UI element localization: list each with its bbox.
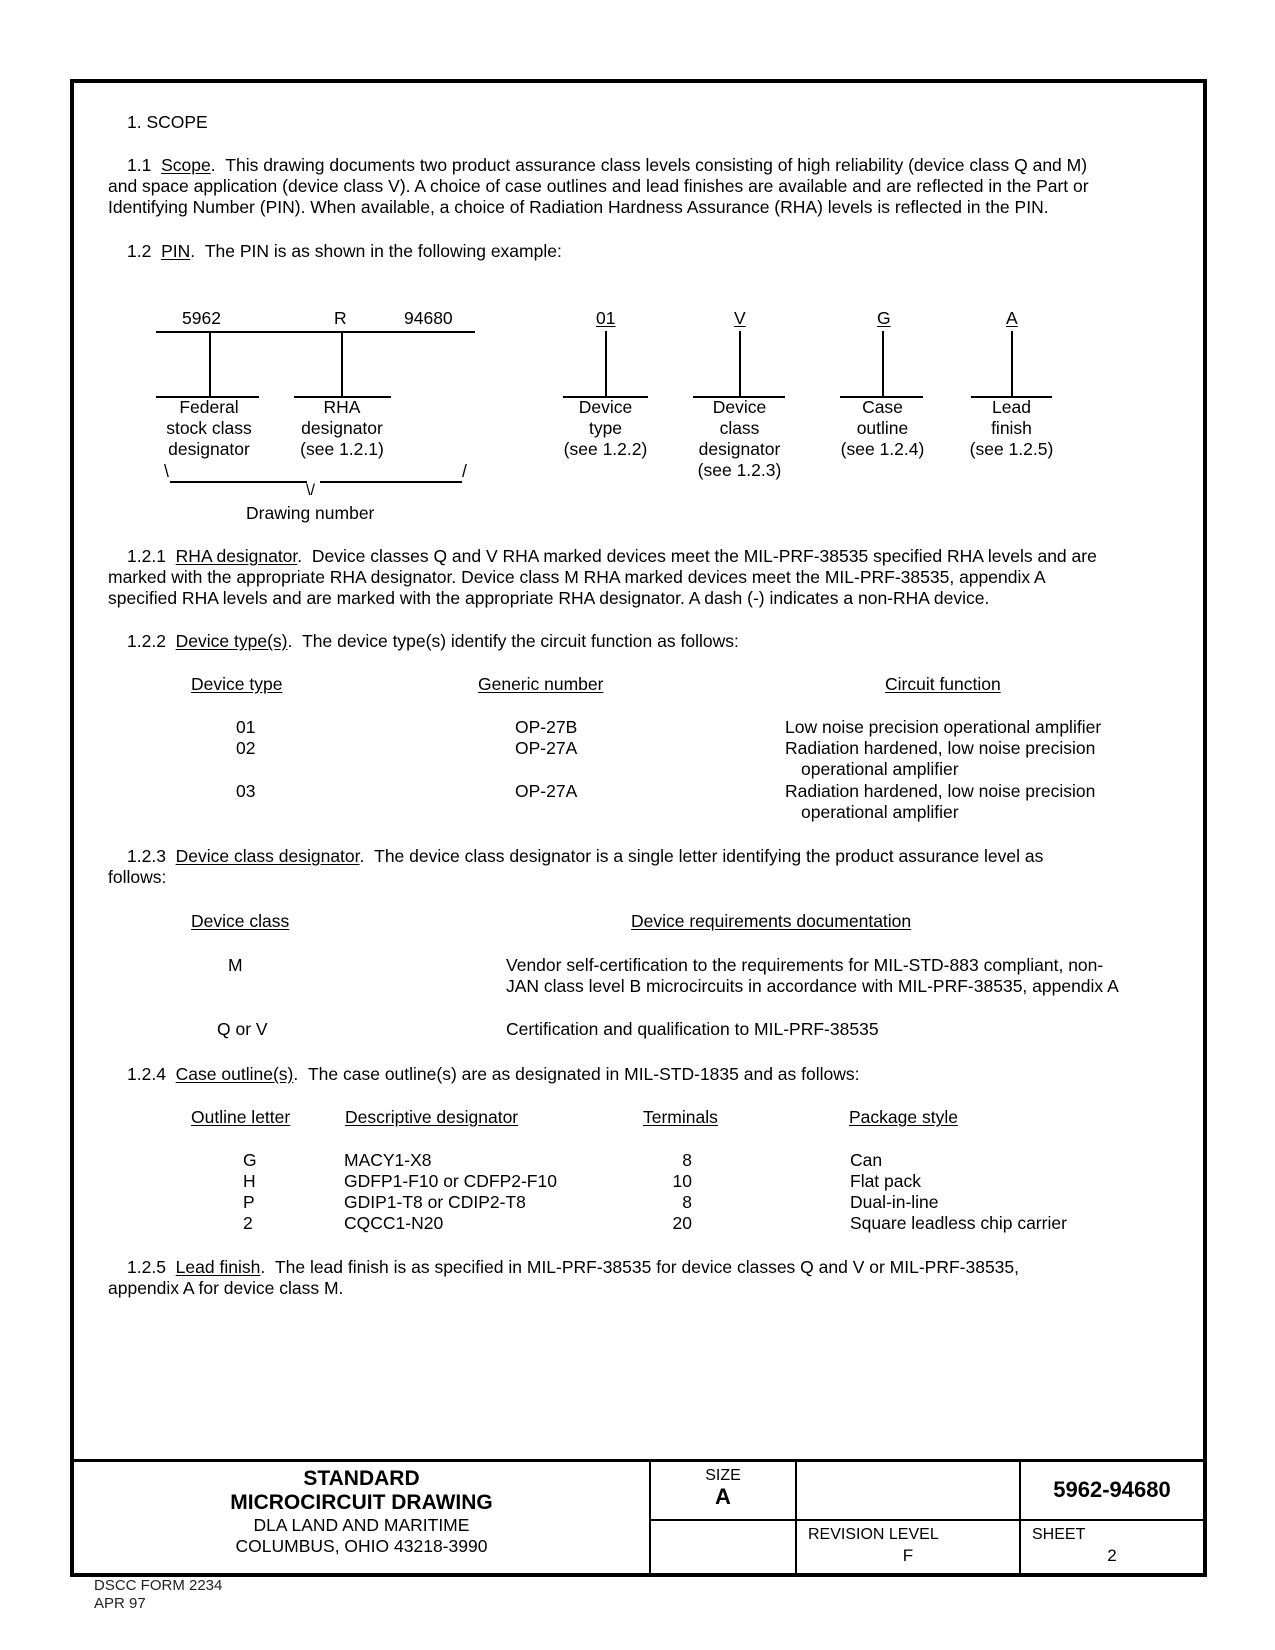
pin-label-case-outline: Case outline (see 1.2.4)	[840, 397, 925, 459]
pin-value-drawing: 94680	[404, 308, 453, 328]
pin-value-device-class: V	[734, 308, 746, 328]
table-cell: Vendor self-certification to the requirements for MIL-STD-883 compliant, non-	[506, 955, 1104, 975]
table-cell: JAN class level B microcircuits in accordance with MIL-PRF-38535, appendix A	[506, 976, 1119, 996]
para-title: Device type(s)	[175, 631, 288, 651]
pin-connector	[882, 331, 884, 396]
title-line-2: MICROCIRCUIT DRAWING	[230, 1491, 493, 1514]
sheet-value: 2	[1107, 1546, 1117, 1565]
table-cell: Square leadless chip carrier	[850, 1213, 1067, 1233]
table-cell: 01	[236, 717, 256, 737]
table-cell: 10	[672, 1171, 692, 1191]
paragraph-1-2-3: 1.2.3 Device class designator. The device class designator is a single letter identifying the product assurance level as follows:	[108, 846, 1208, 888]
table-cell: OP-27B	[515, 717, 578, 737]
table-cell: MACY1-X8	[344, 1150, 432, 1170]
size-label: SIZE	[705, 1467, 741, 1484]
column-header: Package style	[849, 1107, 958, 1127]
table-cell: 8	[682, 1150, 692, 1170]
drawing-frame	[70, 79, 1207, 1577]
table-cell: Certification and qualification to MIL-PRF-38535	[506, 1019, 879, 1039]
para-title: RHA designator	[175, 546, 298, 566]
drawing-number-label: Drawing number	[246, 503, 375, 523]
pin-value-device-type: 01	[596, 308, 616, 328]
pin-top-line	[156, 331, 475, 333]
pin-label-device-type: Device type (see 1.2.2)	[563, 397, 648, 459]
table-cell: 8	[682, 1192, 692, 1212]
table-cell: OP-27A	[515, 738, 578, 758]
para-text: The case outline(s) are as designated in MIL-STD-1835 and as follows:	[307, 1064, 860, 1084]
para-text: The PIN is as shown in the following example:	[204, 241, 562, 261]
bracket-point: \/	[306, 482, 315, 499]
pin-connector	[605, 331, 607, 396]
para-title: Lead finish	[175, 1257, 261, 1277]
table-cell: 20	[672, 1213, 692, 1233]
paragraph-1-2-4: 1.2.4 Case outline(s). The case outline(s) are as designated in MIL-STD-1835 and as follows:	[108, 1064, 1208, 1085]
paragraph-1-2-1: 1.2.1 RHA designator. Device classes Q and V RHA marked devices meet the MIL-PRF-38535 specified RHA levels and are marked with the appropriate RHA designator. Device class M RHA marked devices meet the MIL-PRF-38535, appendix A specified RHA levels and are marked with the appropriate RHA designator. A dash (-) indicates a non-RHA device.	[108, 546, 1208, 609]
para-title: Case outline(s)	[175, 1064, 294, 1084]
column-header: Circuit function	[885, 674, 1001, 694]
column-header: Outline letter	[191, 1107, 291, 1127]
column-header: Descriptive designator	[345, 1107, 519, 1127]
pin-value-lead-finish: A	[1006, 308, 1018, 328]
paragraph-1-2-2: 1.2.2 Device type(s). The device type(s) identify the circuit function as follows:	[108, 631, 1208, 652]
size-value: A	[715, 1484, 731, 1509]
org-line-2: COLUMBUS, OHIO 43218-3990	[235, 1536, 488, 1556]
table-cell: Dual-in-line	[850, 1192, 939, 1212]
pin-value-fsc: 5962	[182, 308, 221, 328]
table-cell: M	[228, 955, 243, 975]
para-line: This drawing documents two product assurance class levels consisting of high reliability (device class Q and M)	[225, 155, 1088, 175]
table-cell: operational amplifier	[801, 802, 959, 822]
para-number: 1.2.1	[127, 546, 166, 566]
size-cell	[651, 1466, 795, 1509]
table-cell: Q or V	[217, 1019, 268, 1039]
para-number: 1.2.4	[127, 1064, 166, 1084]
table-cell: G	[243, 1150, 257, 1170]
column-header: Device class	[191, 911, 290, 931]
para-line: and space application (device class V). A choice of case outlines and lead finishes are available and are reflected in the Part or	[108, 176, 1089, 196]
pin-value-case-outline: G	[877, 308, 891, 328]
bracket-left: \	[164, 461, 169, 481]
drawing-number: 5962-94680	[1053, 1477, 1171, 1502]
table-cell: Radiation hardened, low noise precision	[785, 781, 1096, 801]
table-cell: Low noise precision operational amplifier	[785, 717, 1102, 737]
title-block-top-border	[72, 1459, 1203, 1462]
table-cell: 03	[236, 781, 256, 801]
para-line: The device class designator is a single letter identifying the product assurance level as	[374, 846, 1044, 866]
revision-value: F	[902, 1546, 914, 1565]
para-title: Device class designator	[175, 846, 360, 866]
para-number: 1.2.2	[127, 631, 166, 651]
pin-connector	[341, 331, 343, 396]
table-cell: CQCC1-N20	[344, 1213, 444, 1233]
table-cell: GDFP1-F10 or CDFP2-F10	[344, 1171, 557, 1191]
pin-connector	[1011, 331, 1013, 396]
table-cell: Flat pack	[850, 1171, 921, 1191]
title-line-1: STANDARD	[303, 1467, 420, 1490]
para-number: 1.2	[127, 241, 152, 261]
para-line: specified RHA levels and are marked with the appropriate RHA designator. A dash (-) indicates a non-RHA device.	[108, 588, 990, 608]
para-number: 1.1	[127, 155, 152, 175]
section-heading: 1. SCOPE	[127, 112, 208, 132]
table-cell: 2	[243, 1213, 253, 1233]
para-title: PIN	[161, 241, 191, 261]
table-cell: operational amplifier	[801, 759, 959, 779]
para-line: Identifying Number (PIN). When available, a choice of Radiation Hardness Assurance (RHA) levels is reflected in the PIN.	[108, 197, 1049, 217]
para-number: 1.2.5	[127, 1257, 166, 1277]
title-block-mid-divider	[649, 1519, 1203, 1521]
pin-label-rha: RHA designator (see 1.2.1)	[300, 397, 384, 459]
para-line: appendix A for device class M.	[108, 1278, 344, 1298]
para-text: The device type(s) identify the circuit function as follows:	[302, 631, 739, 651]
paragraph-1-2-5: 1.2.5 Lead finish. The lead finish is as specified in MIL-PRF-38535 for device classes Q and V or MIL-PRF-38535, appendix A for device class M.	[108, 1257, 1208, 1299]
paragraph-1-2: 1.2 PIN. The PIN is as shown in the following example:	[108, 241, 1208, 262]
table-cell: H	[243, 1171, 256, 1191]
bracket-right: /	[462, 461, 467, 481]
pin-label-fsc: Federal stock class designator	[166, 397, 252, 459]
para-line: Device classes Q and V RHA marked devices meet the MIL-PRF-38535 specified RHA levels and are	[311, 546, 1097, 566]
para-number: 1.2.3	[127, 846, 166, 866]
table-cell: P	[243, 1192, 255, 1212]
table-cell: OP-27A	[515, 781, 578, 801]
column-header: Device type	[191, 674, 283, 694]
title-block-heading	[74, 1467, 649, 1557]
bracket-line	[170, 481, 307, 483]
bracket-line	[320, 481, 462, 483]
sheet-label: SHEET	[1032, 1526, 1086, 1543]
form-number: DSCC FORM 2234	[94, 1577, 223, 1594]
form-date: APR 97	[94, 1595, 146, 1612]
para-line: follows:	[108, 867, 167, 887]
table-cell: GDIP1-T8 or CDIP2-T8	[344, 1192, 526, 1212]
para-title: Scope	[161, 155, 211, 175]
pin-label-lead-finish: Lead finish (see 1.2.5)	[969, 397, 1054, 459]
pin-connector	[209, 331, 211, 396]
pin-label-device-class: Device class designator (see 1.2.3)	[697, 397, 782, 480]
paragraph-1-1: 1.1 Scope. This drawing documents two product assurance class levels consisting of high reliability (device class Q and M) and space application (device class V). A choice of case outlines and lead finishes are available and are reflected in the Part or Identifying Number (PIN). When available, a choice of Radiation Hardness Assurance (RHA) levels is reflected in the PIN.	[108, 155, 1208, 218]
table-cell: 02	[236, 738, 256, 758]
form-footer	[94, 1577, 222, 1613]
pin-value-rha: R	[334, 308, 347, 328]
column-header: Device requirements documentation	[631, 911, 912, 931]
para-line: marked with the appropriate RHA designator. Device class M RHA marked devices meet the MIL-PRF-38535, appendix A	[108, 567, 1046, 587]
org-line-1: DLA LAND AND MARITIME	[253, 1515, 470, 1535]
column-header: Terminals	[643, 1107, 718, 1127]
column-header: Generic number	[478, 674, 604, 694]
revision-label: REVISION LEVEL	[808, 1526, 939, 1543]
table-cell: Can	[850, 1150, 883, 1170]
pin-connector	[739, 331, 741, 396]
para-line: The lead finish is as specified in MIL-PRF-38535 for device classes Q and V or MIL-PRF-38535,	[274, 1257, 1020, 1277]
table-cell: Radiation hardened, low noise precision	[785, 738, 1096, 758]
